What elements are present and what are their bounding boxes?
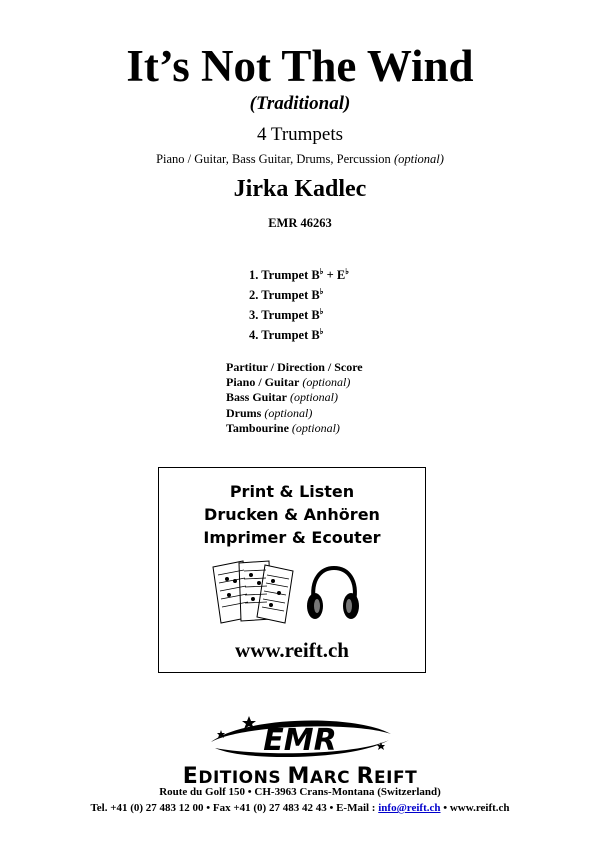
score-item bbox=[226, 421, 363, 436]
parts-list bbox=[249, 262, 349, 342]
score-item bbox=[226, 375, 363, 390]
score-note: (optional) bbox=[302, 375, 351, 390]
catalog-number: EMR 46263 bbox=[268, 216, 332, 230]
promo-line-german: Drucken & Anhören bbox=[204, 505, 380, 524]
promo-line-english: Print & Listen bbox=[229, 482, 355, 501]
logo-text: EMR bbox=[263, 723, 337, 758]
part-extra: + E bbox=[323, 268, 346, 282]
part-item bbox=[249, 262, 349, 282]
composer: Jirka Kadlec bbox=[233, 176, 367, 202]
flat-icon: ♭ bbox=[319, 327, 324, 336]
instrumentation-list: Piano / Guitar, Bass Guitar, Drums, Percussion bbox=[156, 152, 391, 166]
part-item bbox=[249, 282, 349, 302]
instrumentation bbox=[0, 152, 600, 167]
part-item bbox=[249, 322, 349, 342]
flat-icon: ♭ bbox=[319, 287, 324, 296]
score-name: Piano / Guitar bbox=[226, 375, 300, 390]
part-label: 1. Trumpet B bbox=[249, 268, 320, 282]
part-label: 4. Trumpet B bbox=[249, 328, 320, 342]
flat-icon: ♭ bbox=[345, 267, 350, 276]
score-item bbox=[226, 406, 363, 421]
part-label: 3. Trumpet B bbox=[249, 308, 320, 322]
publisher-name: EDITIONS MARC REIFT bbox=[182, 764, 418, 789]
score-name: Drums bbox=[226, 405, 262, 420]
scores-list bbox=[226, 360, 363, 436]
print-listen-box bbox=[158, 467, 426, 673]
score-note: (optional) bbox=[290, 390, 339, 405]
sheet-music-icon bbox=[209, 559, 299, 625]
promo-line-french: Imprimer & Ecouter bbox=[203, 528, 381, 547]
email-link[interactable]: info@reift.ch bbox=[378, 802, 441, 814]
score-name: Bass Guitar bbox=[226, 390, 288, 405]
flat-icon: ♭ bbox=[319, 307, 324, 316]
score-item bbox=[226, 390, 363, 405]
score-name: Partitur / Direction / Score bbox=[226, 360, 363, 374]
subtitle: (Traditional) bbox=[249, 93, 351, 114]
headphones-icon bbox=[304, 564, 362, 626]
score-note: (optional) bbox=[264, 405, 313, 420]
publisher-address: Route du Golf 150 • CH-3963 Crans-Montana (Switzerland) bbox=[159, 786, 441, 798]
part-label: 2. Trumpet B bbox=[249, 288, 320, 302]
instrumentation-optional: (optional) bbox=[393, 152, 444, 166]
publisher-contact: Tel. +41 (0) 27 483 12 00 • Fax +41 (0) 27 483 42 43 • E-Mail : info@reift.ch • www.reift.ch bbox=[90, 802, 510, 814]
emr-logo bbox=[205, 712, 395, 762]
page-title: It’s Not The Wind bbox=[126, 41, 474, 91]
website-url: www.reift.ch bbox=[235, 638, 349, 662]
ensemble: 4 Trumpets bbox=[256, 124, 344, 145]
score-item bbox=[226, 360, 363, 375]
score-name: Tambourine bbox=[226, 420, 289, 435]
part-item bbox=[249, 302, 349, 322]
score-note: (optional) bbox=[291, 420, 340, 435]
flat-icon: ♭ bbox=[319, 267, 324, 276]
